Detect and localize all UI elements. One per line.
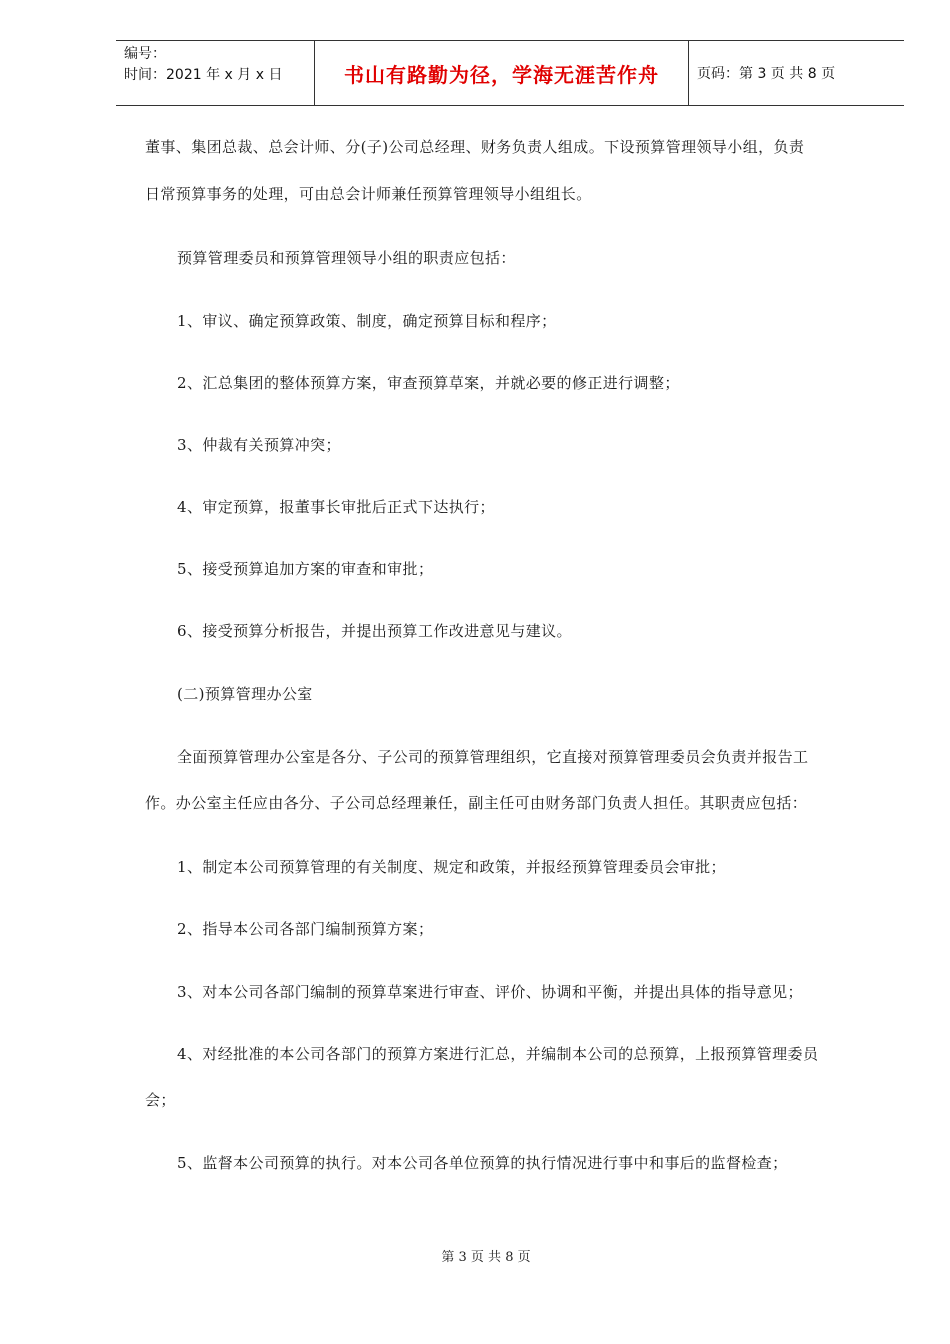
list-item: 1、审议、确定预算政策、制度，确定预算目标和程序； bbox=[177, 312, 557, 330]
list-item: 5、接受预算追加方案的审查和审批； bbox=[177, 560, 434, 578]
list-item: 6、接受预算分析报告，并提出预算工作改进意见与建议。 bbox=[177, 622, 572, 640]
list-item: 3、对本公司各部门编制的预算草案进行审查、评价、协调和平衡，并提出具体的指导意见； bbox=[177, 983, 803, 1001]
paragraph-line: 全面预算管理办公室是各分、子公司的预算管理组织，它直接对预算管理委员会负责并报告工 bbox=[177, 748, 809, 766]
page-footer: 第 3 页 共 8 页 bbox=[441, 1250, 531, 1265]
list-item: 2、指导本公司各部门编制预算方案； bbox=[177, 920, 434, 938]
paragraph-heading: 预算管理委员和预算管理领导小组的职责应包括： bbox=[177, 249, 516, 267]
document-time-label: 时间：2021 年 x 月 x 日 bbox=[124, 67, 283, 83]
paragraph-line: 日常预算事务的处理，可由总会计师兼任预算管理领导小组组长。 bbox=[145, 185, 592, 203]
page-header bbox=[116, 40, 904, 106]
list-item: 4、审定预算，报董事长审批后正式下达执行； bbox=[177, 498, 495, 516]
list-item: 3、仲裁有关预算冲突； bbox=[177, 436, 341, 454]
paragraph-line: 作。办公室主任应由各分、子公司总经理兼任，副主任可由财务部门负责人担任。其职责应包括： bbox=[145, 794, 808, 812]
list-item: 1、制定本公司预算管理的有关制度、规定和政策，并报经预算管理委员会审批； bbox=[177, 858, 726, 876]
section-heading: (二)预算管理办公室 bbox=[177, 685, 313, 703]
document-number-label: 编号： bbox=[124, 46, 166, 62]
header-meta bbox=[116, 41, 315, 105]
header-page-info: 页码：第 3 页 共 8 页 bbox=[697, 66, 836, 82]
list-item: 5、监督本公司预算的执行。对本公司各单位预算的执行情况进行事中和事后的监督检查； bbox=[177, 1154, 788, 1172]
paragraph-line: 董事、集团总裁、总会计师、分(子)公司总经理、财务负责人组成。下设预算管理领导小组，负责 bbox=[145, 138, 805, 156]
header-motto: 书山有路勤为径，学海无涯苦作舟 bbox=[315, 41, 689, 105]
list-item: 4、对经批准的本公司各部门的预算方案进行汇总，并编制本公司的总预算，上报预算管理委员 bbox=[177, 1045, 819, 1063]
list-item-continuation: 会； bbox=[145, 1091, 176, 1109]
list-item: 2、汇总集团的整体预算方案，审查预算草案，并就必要的修正进行调整； bbox=[177, 374, 680, 392]
